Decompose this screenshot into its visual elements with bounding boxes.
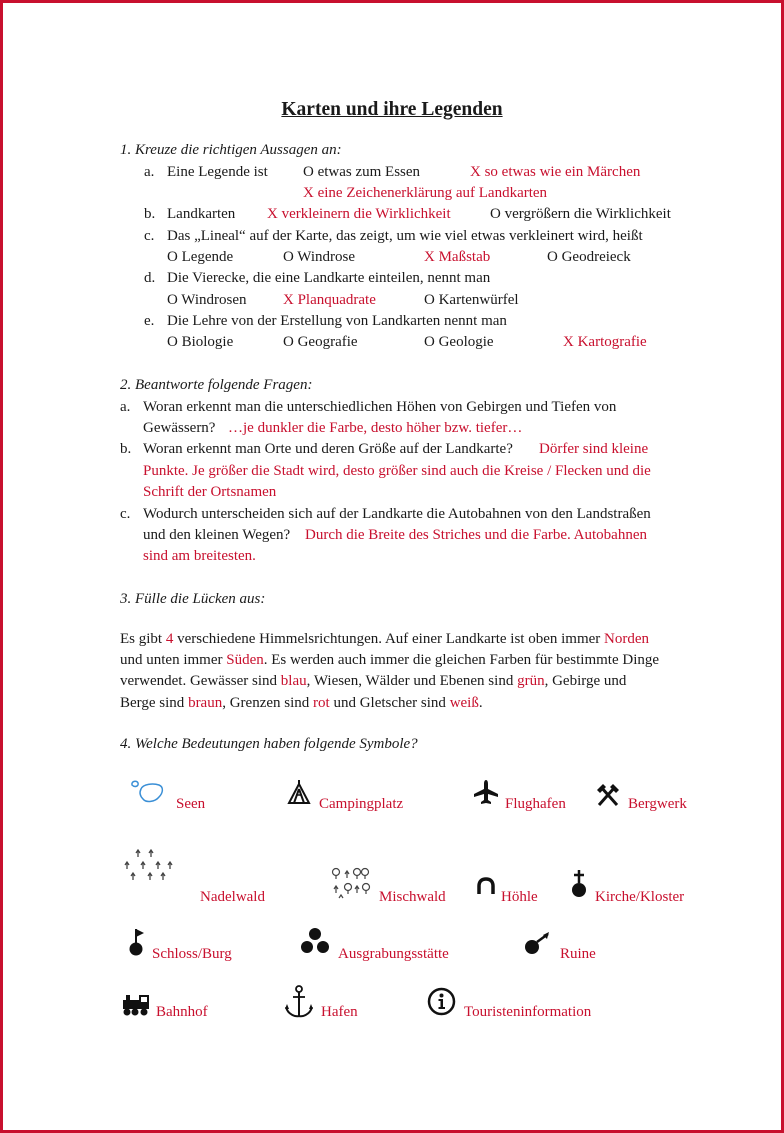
q1d-option: O Windrosen (167, 292, 247, 308)
symbol-label-kirche: Kirche/Kloster (595, 889, 685, 905)
q1d-letter: d. (144, 270, 156, 286)
q2c-answer: Durch die Breite des Striches und die Farbe. Autobahnen (305, 527, 647, 543)
q2-heading: 2. Beantworte folgende Fragen: (120, 377, 313, 393)
q2b-question: Woran erkennt man Orte und deren Größe auf der Landkarte? (143, 441, 513, 457)
q1-heading: 1. Kreuze die richtigen Aussagen an: (120, 142, 342, 158)
q3-answer: grün (517, 673, 545, 689)
symbol-label-camping: Campingplatz (319, 796, 404, 812)
symbol-label-ruine: Ruine (560, 946, 596, 962)
q1b-letter: b. (144, 206, 156, 222)
pick-hammer-icon (595, 783, 621, 807)
symbol-label-schloss: Schloss/Burg (152, 946, 232, 962)
q2a-answer: …je dunkler die Farbe, desto höher bzw. tiefer… (228, 420, 523, 436)
q3-answer: 4 (165, 631, 174, 647)
page-title: Karten und ihre Legenden (281, 99, 503, 120)
q2a-question: Gewässern? (143, 420, 216, 436)
symbol-label-bahnhof: Bahnhof (156, 1004, 208, 1020)
symbol-label-ausgrabung: Ausgrabungsstätte (338, 946, 449, 962)
q3-answer: braun (188, 695, 223, 711)
q1c-option: O Legende (167, 249, 234, 265)
q1a-letter: a. (144, 164, 155, 180)
q4-heading: 4. Welche Bedeutungen haben folgende Symbole? (120, 736, 418, 752)
q3-heading: 3. Fülle die Lücken aus: (120, 591, 266, 607)
symbol-label-mischwald: Mischwald (379, 889, 446, 905)
q1e-option: O Biologie (167, 334, 234, 350)
q1c-option-answer: X Maßstab (424, 249, 491, 265)
q1d-stem: Die Vierecke, die eine Landkarte einteilen, nennt man (167, 270, 491, 286)
mixed-forest-icon (331, 867, 371, 901)
q2c-letter: c. (120, 506, 131, 522)
q1c-option: O Windrose (283, 249, 356, 265)
q3-answer: blau (280, 673, 307, 689)
info-icon (427, 987, 456, 1016)
church-cross-icon (569, 869, 589, 899)
q1d-option: O Kartenwürfel (424, 292, 519, 308)
q3-answer: Süden (226, 652, 264, 668)
q1a-option-answer: X eine Zeichenerklärung auf Landkarten (303, 185, 548, 201)
q1b-stem: Landkarten (167, 206, 236, 222)
symbol-label-hoehle: Höhle (501, 889, 538, 905)
q3-answer: Norden (604, 631, 650, 647)
q1e-option-answer: X Kartografie (563, 334, 647, 350)
q1c-letter: c. (144, 228, 155, 244)
q2b-answer: Dörfer sind kleine (539, 441, 649, 457)
q3-line: Es gibt 4 verschiedene Himmelsrichtungen. Auf einer Landkarte ist oben immer Norden (120, 631, 650, 647)
q1a-stem: Eine Legende ist (167, 164, 268, 180)
q2a-question: Woran erkennt man die unterschiedlichen Höhen von Gebirgen und Tiefen von (143, 399, 617, 415)
anchor-icon (284, 985, 314, 1019)
q3-line: Berge sind braun, Grenzen sind rot und Gletscher sind weiß. (120, 695, 483, 711)
q2b-answer: Schrift der Ortsnamen (143, 484, 277, 500)
q2c-answer: sind am breitesten. (143, 548, 256, 564)
coniferous-forest-icon (123, 849, 175, 881)
ruin-icon (523, 931, 551, 957)
q2a-letter: a. (120, 399, 131, 415)
q1e-letter: e. (144, 313, 155, 329)
symbol-label-bergwerk: Bergwerk (628, 796, 687, 812)
castle-flag-icon (125, 927, 147, 957)
q3-line: verwendet. Gewässer sind blau, Wiesen, Wälder und Ebenen sind grün, Gebirge und (120, 673, 627, 689)
airplane-icon (473, 779, 499, 805)
q1d-option-answer: X Planquadrate (283, 292, 376, 308)
symbol-label-seen: Seen (176, 796, 206, 812)
train-icon (122, 991, 150, 1017)
symbol-label-nadelwald: Nadelwald (200, 889, 265, 905)
q2b-answer: Punkte. Je größer die Stadt wird, desto größer sind auch die Kreise / Flecken und die (143, 463, 651, 479)
excavation-site-icon (300, 927, 330, 955)
q1a-option-answer: X so etwas wie ein Märchen (470, 164, 641, 180)
q1b-option-answer: X verkleinern die Wirklichkeit (267, 206, 451, 222)
q1b-option: O vergrößern die Wirklichkeit (490, 206, 671, 222)
q3-answer: weiß (449, 695, 479, 711)
q1c-option: O Geodreieck (547, 249, 631, 265)
q3-answer: rot (313, 695, 330, 711)
tent-icon (287, 779, 311, 805)
symbol-label-hafen: Hafen (321, 1004, 358, 1020)
q1c-stem: Das „Lineal“ auf der Karte, das zeigt, um wie viel etwas verkleinert wird, heißt (167, 228, 643, 244)
cave-icon (476, 877, 496, 895)
q2c-question: und den kleinen Wegen? (143, 527, 291, 543)
q2b-letter: b. (120, 441, 132, 457)
q1e-option: O Geologie (424, 334, 494, 350)
symbol-label-flughafen: Flughafen (505, 796, 566, 812)
q1e-stem: Die Lehre von der Erstellung von Landkarten nennt man (167, 313, 507, 329)
symbol-label-touristen: Touristeninformation (464, 1004, 592, 1020)
lake-icon (129, 779, 165, 807)
q1e-option: O Geografie (283, 334, 358, 350)
q3-line: und unten immer Süden. Es werden auch immer die gleichen Farben für bestimmte Dinge (120, 652, 660, 668)
q1a-option: O etwas zum Essen (303, 164, 421, 180)
q2c-question: Wodurch unterscheiden sich auf der Landkarte die Autobahnen von den Landstraßen (143, 506, 651, 522)
